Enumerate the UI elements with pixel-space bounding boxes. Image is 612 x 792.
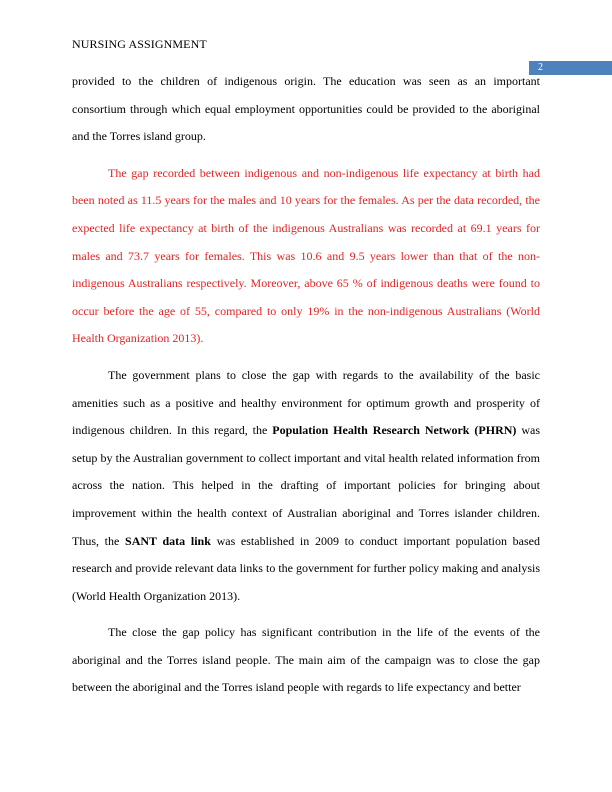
- paragraph-life-expectancy-gap: The gap recorded between indigenous and non-indigenous life expectancy at birth had been noted as 11.5 years for the males and 10 years for the females. As per the data recorded, the expected life expectancy at birth of the indigenous Australians was recorded at 69.1 years for males and 73.7 years for females. This was 10.6 and 9.5 years lower than that of the non-indigenous Australians respectively. Moreover, above 65 % of indigenous deaths were found to occur before the age of 55, compared to only 19% in the non-indigenous Australians (World Health Organization 2013).: [72, 165, 540, 346]
- phrn-term: Population Health Research Network (PHRN): [272, 423, 517, 438]
- paragraph-government-plans: [72, 362, 540, 610]
- sant-data-link-term: SANT data link: [125, 533, 211, 548]
- paragraph-text-segment: The government plans to close the gap with regards to the availability of the basic amenities such as a positive and healthy environment for optimum growth and prosperity of indigenous children. In this regard, the: [72, 367, 540, 438]
- paragraph-continuation: provided to the children of indigenous origin. The education was seen as an important consortium through which equal employment opportunities could be provided to the aboriginal and the Torres island group.: [72, 74, 540, 144]
- paragraph-text-segment: was setup by the Australian government to collect important and vital health related information from across the nation. This helped in the drafting of important policies for bringing about improvement within the health context of Australian aboriginal and Torres islander children. Thus, the: [72, 423, 541, 548]
- running-header-title: NURSING ASSIGNMENT: [72, 37, 207, 51]
- paragraph-text-segment: was established in 2009 to conduct important population based research and provide relevant data links to the government for further policy making and analysis (World Health Organization 2013).: [72, 533, 540, 603]
- document-body: [72, 68, 540, 711]
- page-number-badge: 2: [529, 61, 612, 75]
- paragraph-close-the-gap-policy: The close the gap policy has significant contribution in the life of the events of the aboriginal and the Torres island people. The main aim of the campaign was to close the gap between the aboriginal and the Torres island people with regards to life expectancy and better: [72, 625, 540, 695]
